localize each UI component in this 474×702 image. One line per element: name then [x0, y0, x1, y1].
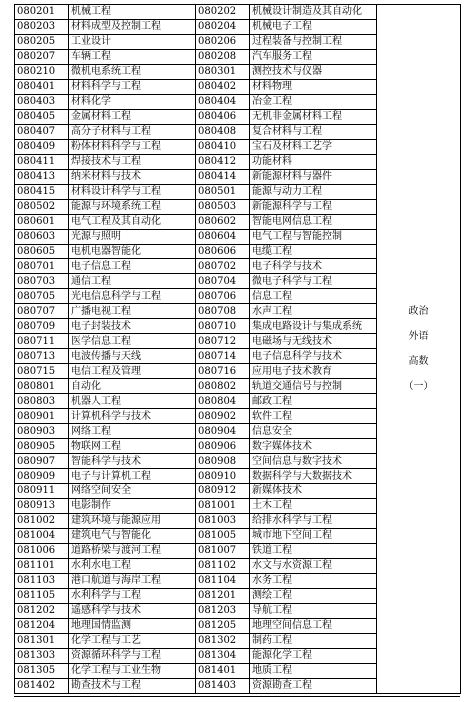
exam-subject: （一） — [403, 381, 434, 392]
major-code: 080208 — [196, 49, 250, 64]
major-code: 080804 — [196, 394, 250, 409]
major-name: 材料成型及控制工程 — [69, 19, 196, 34]
major-name: 车辆工程 — [69, 49, 196, 64]
major-name: 水利水电工程 — [69, 558, 196, 573]
major-code: 080206 — [196, 34, 250, 49]
major-name: 电影制作 — [69, 498, 196, 513]
major-code: 080704 — [196, 274, 250, 289]
exam-subject: 高数 — [408, 356, 429, 367]
major-name: 轨道交通信号与控制 — [250, 379, 377, 394]
major-code: 080712 — [196, 334, 250, 349]
major-name: 智能科学与技术 — [69, 454, 196, 469]
major-name: 广播电视工程 — [69, 304, 196, 319]
major-name: 应用电子技术教育 — [250, 364, 377, 379]
major-name: 信息工程 — [250, 289, 377, 304]
major-name: 土木工程 — [250, 498, 377, 513]
major-code: 080603 — [15, 229, 69, 244]
major-code: 080912 — [196, 484, 250, 499]
major-name: 空间信息与数字技术 — [250, 454, 377, 469]
major-code: 081005 — [196, 528, 250, 543]
major-name: 水务工程 — [250, 573, 377, 588]
major-code: 081001 — [196, 498, 250, 513]
major-code: 081101 — [15, 558, 69, 573]
majors-table-body — [15, 5, 461, 694]
major-name: 电磁场与无线技术 — [250, 334, 377, 349]
major-code: 080602 — [196, 214, 250, 229]
major-code: 080202 — [196, 5, 250, 20]
major-code: 080404 — [196, 94, 250, 109]
major-name: 网络空间安全 — [69, 484, 196, 499]
major-name: 汽车服务工程 — [250, 49, 377, 64]
major-name: 电子科学与技术 — [250, 259, 377, 274]
major-name: 光电信息科学与工程 — [69, 289, 196, 304]
major-code: 081104 — [196, 573, 250, 588]
major-name: 能源与环境系统工程 — [69, 199, 196, 214]
major-name: 电子信息工程 — [69, 259, 196, 274]
major-code: 080401 — [15, 79, 69, 94]
major-code: 080204 — [196, 19, 250, 34]
major-name: 粉体材料科学与工程 — [69, 139, 196, 154]
exam-subjects-cell — [377, 5, 461, 694]
major-code: 080402 — [196, 79, 250, 94]
major-name: 物联网工程 — [69, 439, 196, 454]
exam-subject: 外语 — [408, 331, 429, 342]
major-name: 机械设计制造及其自动化 — [250, 5, 377, 20]
major-code: 081304 — [196, 648, 250, 663]
major-name: 港口航道与海岸工程 — [69, 573, 196, 588]
major-name: 化学工程与工艺 — [69, 633, 196, 648]
major-name: 能源与动力工程 — [250, 184, 377, 199]
major-name: 电子信息科学与技术 — [250, 349, 377, 364]
major-name: 过程装备与控制工程 — [250, 34, 377, 49]
major-code: 080605 — [15, 244, 69, 259]
major-name: 资源勘查工程 — [250, 678, 377, 693]
major-code: 081305 — [15, 663, 69, 678]
major-name: 铁道工程 — [250, 543, 377, 558]
major-name: 信息安全 — [250, 424, 377, 439]
major-name: 软件工程 — [250, 409, 377, 424]
major-name: 材料化学 — [69, 94, 196, 109]
major-code: 080907 — [15, 454, 69, 469]
major-name: 纳米材料与技术 — [69, 169, 196, 184]
major-name: 智能电网信息工程 — [250, 214, 377, 229]
major-name: 机械工程 — [69, 5, 196, 20]
major-code: 080210 — [15, 64, 69, 79]
major-name: 自动化 — [69, 379, 196, 394]
major-code: 081403 — [196, 678, 250, 693]
major-name: 光源与照明 — [69, 229, 196, 244]
major-name: 道路桥梁与渡河工程 — [69, 543, 196, 558]
major-code: 080601 — [15, 214, 69, 229]
major-name: 制药工程 — [250, 633, 377, 648]
major-code: 080301 — [196, 64, 250, 79]
major-name: 水声工程 — [250, 304, 377, 319]
major-code: 081303 — [15, 648, 69, 663]
major-name: 导航工程 — [250, 603, 377, 618]
major-name: 数字媒体技术 — [250, 439, 377, 454]
major-name: 资源循环科学与工程 — [69, 648, 196, 663]
major-name: 测控技术与仪器 — [250, 64, 377, 79]
major-code: 080203 — [15, 19, 69, 34]
major-code: 080409 — [15, 139, 69, 154]
major-code: 081102 — [196, 558, 250, 573]
major-code: 080606 — [196, 244, 250, 259]
major-code: 080904 — [196, 424, 250, 439]
major-name: 电机电器智能化 — [69, 244, 196, 259]
major-code: 081402 — [15, 678, 69, 693]
major-code: 080407 — [15, 124, 69, 139]
major-code: 080903 — [15, 424, 69, 439]
document-page — [14, 4, 460, 698]
major-name: 无机非金属材料工程 — [250, 109, 377, 124]
major-code: 080716 — [196, 364, 250, 379]
major-name: 材料物理 — [250, 79, 377, 94]
major-name: 电缆工程 — [250, 244, 377, 259]
major-name: 地质工程 — [250, 663, 377, 678]
major-name: 机械电子工程 — [250, 19, 377, 34]
major-name: 新能源科学与工程 — [250, 199, 377, 214]
major-name: 新能源材料与器件 — [250, 169, 377, 184]
major-name: 计算机科学与技术 — [69, 409, 196, 424]
major-name: 地理国情监测 — [69, 618, 196, 633]
major-name: 勘查技术与工程 — [69, 678, 196, 693]
major-code: 081103 — [15, 573, 69, 588]
major-code: 080408 — [196, 124, 250, 139]
major-name: 水利科学与工程 — [69, 588, 196, 603]
major-code: 080205 — [15, 34, 69, 49]
major-code: 080909 — [15, 469, 69, 484]
major-name: 电子与计算机工程 — [69, 469, 196, 484]
major-code: 080714 — [196, 349, 250, 364]
major-name: 微机电系统工程 — [69, 64, 196, 79]
major-name: 数据科学与大数据技术 — [250, 469, 377, 484]
major-code: 080908 — [196, 454, 250, 469]
major-name: 焊接技术与工程 — [69, 154, 196, 169]
major-name: 电信工程及管理 — [69, 364, 196, 379]
major-code: 080902 — [196, 409, 250, 424]
major-code: 080802 — [196, 379, 250, 394]
major-code: 080708 — [196, 304, 250, 319]
major-name: 冶金工程 — [250, 94, 377, 109]
major-code: 080905 — [15, 439, 69, 454]
major-name: 材料科学与工程 — [69, 79, 196, 94]
major-code: 080410 — [196, 139, 250, 154]
major-code: 081202 — [15, 603, 69, 618]
major-name: 高分子材料与工程 — [69, 124, 196, 139]
major-code: 080702 — [196, 259, 250, 274]
major-code: 081205 — [196, 618, 250, 633]
major-code: 081002 — [15, 513, 69, 528]
major-name: 新媒体技术 — [250, 484, 377, 499]
major-code: 080413 — [15, 169, 69, 184]
major-code: 080709 — [15, 319, 69, 334]
major-code: 081301 — [15, 633, 69, 648]
major-code: 080403 — [15, 94, 69, 109]
major-code: 080503 — [196, 199, 250, 214]
major-code: 080207 — [15, 49, 69, 64]
major-code: 080415 — [15, 184, 69, 199]
exam-subject: 政治 — [408, 306, 429, 317]
major-code: 080705 — [15, 289, 69, 304]
major-code: 080405 — [15, 109, 69, 124]
major-name: 集成电路设计与集成系统 — [250, 319, 377, 334]
major-name: 复合材料与工程 — [250, 124, 377, 139]
majors-table — [14, 4, 461, 694]
major-name: 微电子科学与工程 — [250, 274, 377, 289]
major-code: 081004 — [15, 528, 69, 543]
major-name: 给排水科学与工程 — [250, 513, 377, 528]
major-code: 081007 — [196, 543, 250, 558]
major-name: 网络工程 — [69, 424, 196, 439]
major-name: 电波传播与天线 — [69, 349, 196, 364]
major-name: 遥感科学与技术 — [69, 603, 196, 618]
major-code: 080901 — [15, 409, 69, 424]
major-code: 080604 — [196, 229, 250, 244]
major-name: 工业设计 — [69, 34, 196, 49]
major-code: 080501 — [196, 184, 250, 199]
major-code: 081203 — [196, 603, 250, 618]
major-code: 081003 — [196, 513, 250, 528]
major-code: 081105 — [15, 588, 69, 603]
major-code: 080710 — [196, 319, 250, 334]
major-name: 建筑环境与能源应用 — [69, 513, 196, 528]
major-name: 机器人工程 — [69, 394, 196, 409]
major-code: 080911 — [15, 484, 69, 499]
major-name: 化学工程与工业生物 — [69, 663, 196, 678]
major-code: 080715 — [15, 364, 69, 379]
major-name: 医学信息工程 — [69, 334, 196, 349]
major-name: 通信工程 — [69, 274, 196, 289]
major-name: 建筑电气与智能化 — [69, 528, 196, 543]
major-code: 080906 — [196, 439, 250, 454]
major-code: 080406 — [196, 109, 250, 124]
major-code: 080913 — [15, 498, 69, 513]
major-name: 水文与水资源工程 — [250, 558, 377, 573]
major-code: 080711 — [15, 334, 69, 349]
major-name: 金属材料工程 — [69, 109, 196, 124]
major-code: 080502 — [15, 199, 69, 214]
major-code: 080703 — [15, 274, 69, 289]
major-code: 080706 — [196, 289, 250, 304]
major-code: 080713 — [15, 349, 69, 364]
major-code: 080701 — [15, 259, 69, 274]
table-bottom-border — [14, 696, 460, 697]
major-code: 080707 — [15, 304, 69, 319]
major-code: 081302 — [196, 633, 250, 648]
major-code: 080412 — [196, 154, 250, 169]
major-code: 081006 — [15, 543, 69, 558]
major-code: 081201 — [196, 588, 250, 603]
major-name: 地理空间信息工程 — [250, 618, 377, 633]
major-code: 081204 — [15, 618, 69, 633]
major-code: 080414 — [196, 169, 250, 184]
major-name: 功能材料 — [250, 154, 377, 169]
major-code: 080910 — [196, 469, 250, 484]
major-name: 材料设计科学与工程 — [69, 184, 196, 199]
major-code: 080803 — [15, 394, 69, 409]
major-code: 080801 — [15, 379, 69, 394]
major-name: 邮政工程 — [250, 394, 377, 409]
major-name: 测绘工程 — [250, 588, 377, 603]
major-code: 080201 — [15, 5, 69, 20]
major-name: 能源化学工程 — [250, 648, 377, 663]
table-row — [15, 5, 461, 20]
major-name: 城市地下空间工程 — [250, 528, 377, 543]
major-code: 080411 — [15, 154, 69, 169]
major-name: 电气工程与智能控制 — [250, 229, 377, 244]
major-code: 081401 — [196, 663, 250, 678]
major-name: 宝石及材料工艺学 — [250, 139, 377, 154]
major-name: 电子封装技术 — [69, 319, 196, 334]
major-name: 电气工程及其自动化 — [69, 214, 196, 229]
